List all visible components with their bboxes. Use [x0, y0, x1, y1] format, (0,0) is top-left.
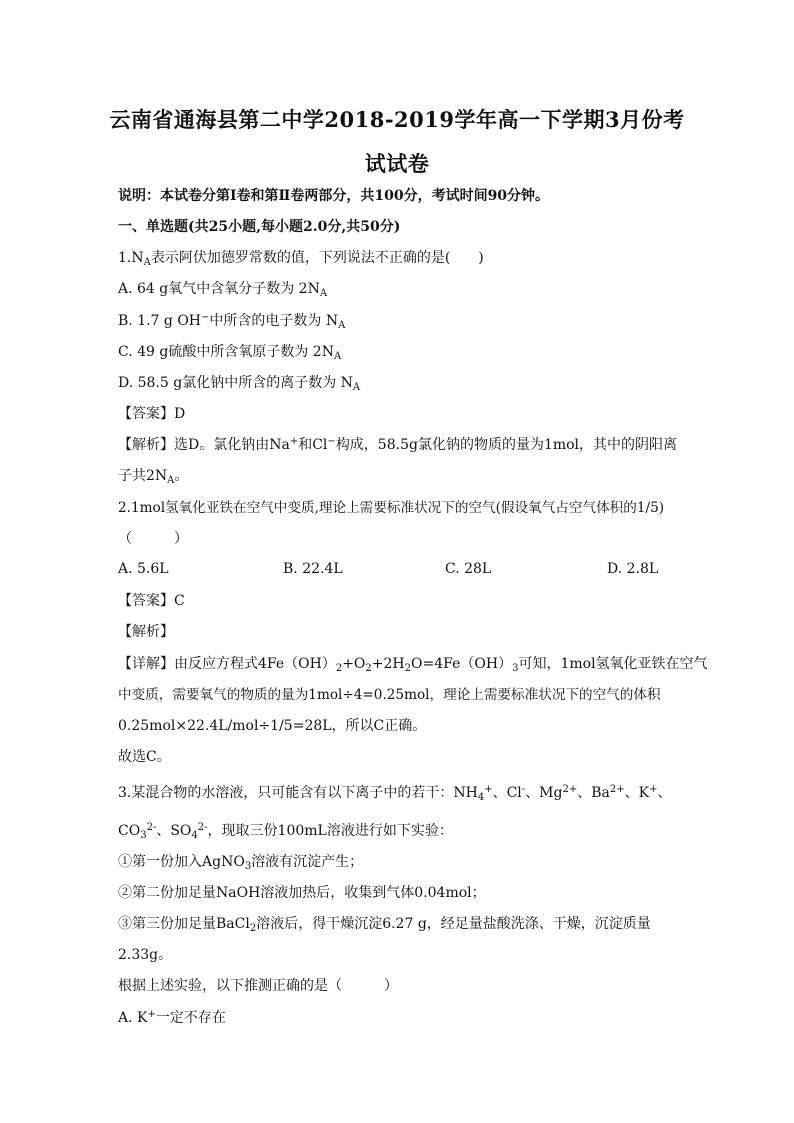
q2-detail-e: 可知，1mol氢氧化亚铁在空气 [518, 656, 708, 672]
q2-options [118, 561, 678, 579]
q2-detail-line2: 中变质，需要氧气的物质的量为1mol÷4=0.25mol，理论上需要标准状况下的空气的体积 [118, 687, 661, 703]
q3-stem-sub1: 4 [477, 792, 485, 803]
q3-stem-sup2: - [521, 784, 526, 795]
q1-exp-line2sub: A [167, 475, 175, 486]
q1-d-text: D. 58.5 g氯化钠中所含的离子数为 N [118, 375, 353, 391]
q1-a-sub: A [319, 288, 328, 299]
q1-stem-sub: A [143, 257, 151, 268]
q2-detail-b: +O [342, 656, 366, 672]
q2-answer: 【答案】C [118, 593, 185, 609]
q2-detail-sub3: 2 [404, 663, 412, 674]
q1-exp-line2b: 。 [174, 468, 189, 484]
q1-exp-text3: 构成，58.5g氯化钠的物质的量为1mol，其中的阴阳离 [335, 437, 678, 453]
note-label: 说明： [118, 188, 160, 204]
q1-c-sub: A [333, 351, 342, 362]
q3-stem-b: 、Cl [492, 785, 522, 801]
q3-stem-sup3: 2+ [562, 784, 578, 795]
q1-stem-text: 表示阿伏加德罗常数的值，下列说法不正确的是( ) [150, 250, 484, 266]
q1-stem-prefix: 1.N [118, 250, 144, 266]
q2-detail-sub4: 3 [512, 663, 519, 674]
q1-exp-text2: 和Cl [298, 437, 328, 453]
q2-detail-a: 由反应方程式4Fe（OH） [174, 656, 336, 672]
q1-c-text: C. 49 g硫酸中所含氧原子数为 2N [118, 344, 334, 360]
q2-detail-label: 【详解】 [118, 656, 174, 672]
q3-experiment-3 [118, 915, 651, 933]
q1-exp-text1: 【解析】选D。氯化钠由Na [118, 437, 290, 453]
q3-stem-e: 、K [624, 785, 650, 801]
q3-line2a: CO [118, 823, 141, 839]
q3-stem-line2 [118, 822, 453, 840]
q3-line2sup1: 2- [146, 822, 157, 833]
q3-stem-sup4: 2+ [609, 784, 625, 795]
q1-option-b [118, 312, 345, 330]
q1-a-text: A. 64 g氧气中含氧分子数为 2N [118, 281, 320, 297]
q3-exp3b: 溶液后，得干燥沉淀6.27 g，经足量盐酸洗涤、干燥，沉淀质量 [256, 916, 651, 932]
q1-explanation-line1 [118, 436, 677, 454]
q1-d-sub: A [352, 382, 361, 393]
q3-stem-c: 、Mg [525, 785, 563, 801]
exam-note [118, 187, 549, 205]
q3-experiment-3-line2: 2.33g。 [118, 947, 173, 963]
q2-detail-d: O=4Fe（OH） [411, 656, 513, 672]
q3-stem-line1 [118, 784, 671, 802]
q3-line2b: 、SO [156, 823, 192, 839]
q3-stem-f: 、 [657, 785, 672, 801]
q1-option-d [118, 374, 360, 392]
q2-option-a: A. 5.6L [118, 561, 169, 577]
q1-stem [118, 249, 484, 267]
q2-detail-c: +2H [371, 656, 405, 672]
q1-option-c [118, 343, 341, 361]
q3-opt-a2: 一定不存在 [155, 1010, 226, 1026]
note-text: 本试卷分第Ⅰ卷和第Ⅱ卷两部分，共100分，考试时间90分钟。 [160, 188, 550, 204]
q3-option-a [118, 1009, 226, 1027]
q3-exp1sub: 3 [244, 861, 252, 872]
section-heading: 一、单选题(共25小题,每小题2.0分,共50分) [118, 219, 401, 235]
q1-b-sub: A [338, 320, 346, 331]
q1-explanation-line2 [118, 467, 188, 485]
q2-detail-sub1: 2 [335, 663, 343, 674]
q1-exp-sup1: + [289, 436, 299, 447]
q3-experiment-2: ②第二份加足量NaOH溶液加热后，收集到气体0.04mol； [118, 885, 486, 901]
q3-exp1b: 溶液有沉淀产生； [251, 854, 364, 870]
q1-answer: 【答案】D [118, 406, 186, 422]
q3-stem-a: 3.某混合物的水溶液，只可能含有以下离子中的若干：NH [118, 785, 478, 801]
q3-stem-sup5: + [649, 784, 658, 795]
q1-b-sup: − [201, 312, 210, 323]
q3-exp3a: ③第三份加足量BaCl [118, 916, 250, 932]
q3-experiment-1 [118, 853, 363, 871]
q2-option-b: B. 22.4L [283, 561, 343, 577]
q1-option-a [118, 280, 327, 298]
q3-exp3sub: 2 [249, 923, 257, 934]
q3-line2sub2: 4 [191, 830, 198, 841]
q2-option-d: D. 2.8L [607, 561, 659, 577]
q3-line2c: ，现取三份100mL溶液进行如下实验： [207, 823, 453, 839]
q3-line2sup2: 2- [197, 822, 208, 833]
doc-title-line2: 试试卷 [364, 151, 430, 176]
q2-conclusion: 故选C。 [118, 749, 171, 765]
q3-opt-a-sup: + [147, 1009, 156, 1020]
q2-option-c: C. 28L [445, 561, 492, 577]
q1-b-text1: B. 1.7 g OH [118, 313, 202, 329]
q3-exp1a: ①第一份加入AgNO [118, 854, 245, 870]
q2-detail-line3: 0.25mol×22.4L/mol÷1/5=28L，所以C正确。 [118, 718, 427, 734]
q3-stem-d: 、Ba [577, 785, 610, 801]
q2-detail-line1 [118, 655, 708, 673]
q3-question: 根据上述实验，以下推测正确的是（ ） [118, 978, 398, 994]
q3-stem-sup1: + [484, 784, 493, 795]
q2-explanation-label: 【解析】 [118, 624, 174, 640]
q1-b-text2: 中所含的电子数为 N [209, 313, 339, 329]
q2-stem-line2: （ ） [118, 531, 188, 547]
q2-detail-sub2: 2 [365, 663, 372, 674]
q1-exp-sup2: − [327, 436, 336, 447]
q1-exp-line2a: 子共2N [118, 468, 168, 484]
q2-stem-line1: 2.1mol氢氧化亚铁在空气中变质,理论上需要标准状况下的空气(假设氧气占空气体积的1/5) [118, 500, 665, 516]
q3-line2sub1: 3 [140, 830, 147, 841]
q3-opt-a1: A. K [118, 1010, 148, 1026]
doc-title-line1: 云南省通海县第二中学2018-2019学年高一下学期3月份考 [109, 107, 685, 132]
